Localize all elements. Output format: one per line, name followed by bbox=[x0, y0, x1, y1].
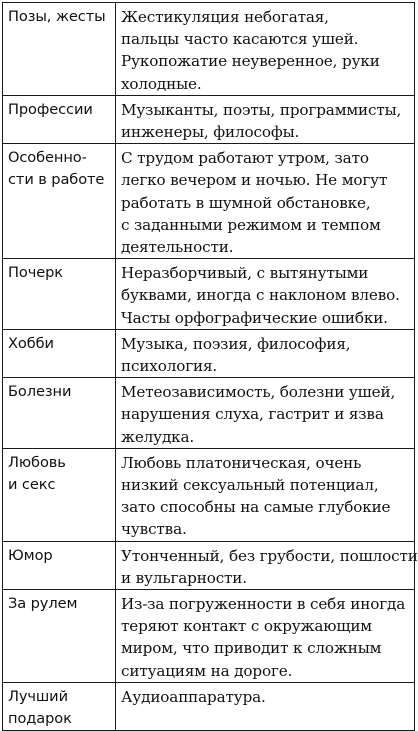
row-value-line: низкий сексуальный потенциал, bbox=[121, 476, 379, 495]
row-value-cell bbox=[116, 95, 415, 143]
row-value-line: нарушения слуха, гастрит и язва bbox=[121, 405, 384, 424]
row-value-line: с заданными режимом и темпом bbox=[121, 215, 381, 234]
row-label-line: и секс bbox=[8, 476, 56, 494]
row-value-line: Рукопожатие неуверенное, руки bbox=[121, 52, 380, 71]
row-label-line: Позы, жесты bbox=[8, 8, 106, 25]
table-row bbox=[3, 682, 415, 730]
row-value-cell bbox=[116, 448, 415, 541]
row-value-cell bbox=[116, 329, 415, 377]
table-row bbox=[3, 3, 415, 96]
row-value-line: зато способны на самые глубокие bbox=[121, 498, 391, 517]
row-label-line: Почерк bbox=[8, 264, 63, 282]
row-label-cell bbox=[3, 448, 116, 541]
row-value-line: теряют контакт с окружающим bbox=[121, 617, 372, 636]
row-value-cell bbox=[116, 682, 415, 730]
row-label-line: Любовь bbox=[8, 453, 66, 471]
row-label-line: Болезни bbox=[8, 383, 72, 401]
row-value-line: Метеозависимость, болезни ушей, bbox=[121, 383, 396, 402]
table-row bbox=[3, 329, 415, 377]
row-value-line: работать в шумной обстановке, bbox=[121, 193, 371, 212]
row-label-cell bbox=[3, 144, 116, 259]
table-row bbox=[3, 590, 415, 683]
row-value-cell bbox=[116, 3, 415, 96]
row-value-line: Неразборчивый, с вытянутыми bbox=[121, 264, 369, 283]
row-value-line: Жестикуляция небогатая, bbox=[121, 8, 329, 26]
table-row bbox=[3, 541, 415, 589]
row-label-line: сти в работе bbox=[8, 171, 105, 189]
row-value-cell bbox=[116, 144, 415, 259]
row-label-line: За рулем bbox=[8, 595, 78, 613]
row-value-line: холодные. bbox=[121, 74, 202, 93]
table-row bbox=[3, 95, 415, 143]
row-value-line: пальцы часто касаются ушей. bbox=[121, 30, 359, 49]
row-value-line: деятельности. bbox=[121, 238, 234, 257]
row-label-cell bbox=[3, 378, 116, 449]
row-label-line: Лучший bbox=[8, 687, 68, 705]
row-value-line: инженеры, философы. bbox=[121, 123, 300, 142]
table-row bbox=[3, 378, 415, 449]
row-value-line: буквами, иногда с наклоном влево. bbox=[121, 286, 400, 305]
row-label-line: Хобби bbox=[8, 334, 54, 352]
table-row bbox=[3, 144, 415, 259]
row-label-cell bbox=[3, 95, 116, 143]
row-value-line: миром, что приводит к сложным bbox=[121, 639, 382, 658]
table-row bbox=[3, 448, 415, 541]
traits-table bbox=[2, 2, 418, 731]
row-value-line: Музыка, поэзия, философия, bbox=[121, 334, 351, 353]
row-value-line: желудка. bbox=[121, 427, 195, 446]
row-value-cell bbox=[116, 541, 418, 589]
row-label-cell bbox=[3, 590, 116, 683]
row-label-cell bbox=[3, 3, 116, 96]
traits-table-body bbox=[3, 3, 418, 731]
row-value-line: Музыканты, поэты, программисты, bbox=[121, 100, 402, 119]
row-value-line: Из-за погруженности в себя иногда bbox=[121, 595, 406, 614]
row-value-line: психология. bbox=[121, 357, 218, 376]
row-value-line: легко вечером и ночью. Не могут bbox=[121, 171, 388, 190]
row-label-cell bbox=[3, 259, 116, 330]
row-label-line: Юмор bbox=[8, 546, 53, 564]
row-value-line: С трудом работают утром, зато bbox=[121, 149, 369, 168]
row-value-line: Утонченный, без грубости, пошлости bbox=[121, 546, 418, 565]
row-value-line: Аудиоаппаратура. bbox=[121, 687, 266, 706]
row-label-cell bbox=[3, 329, 116, 377]
row-value-line: и вульгарности. bbox=[121, 568, 247, 587]
row-value-cell bbox=[116, 590, 415, 683]
row-value-cell bbox=[116, 378, 415, 449]
row-label-line: подарок bbox=[8, 710, 72, 728]
row-value-line: Любовь платоническая, очень bbox=[121, 453, 362, 472]
table-row bbox=[3, 259, 415, 330]
row-value-line: Часты орфографические ошибки. bbox=[121, 308, 388, 327]
row-value-line: ситуациям на дороге. bbox=[121, 661, 293, 680]
row-label-line: Профессии bbox=[8, 100, 93, 118]
row-value-cell bbox=[116, 259, 415, 330]
row-label-cell bbox=[3, 682, 116, 730]
row-value-line: чувства. bbox=[121, 520, 187, 539]
row-label-cell bbox=[3, 541, 116, 589]
row-label-line: Особенно- bbox=[8, 149, 87, 167]
